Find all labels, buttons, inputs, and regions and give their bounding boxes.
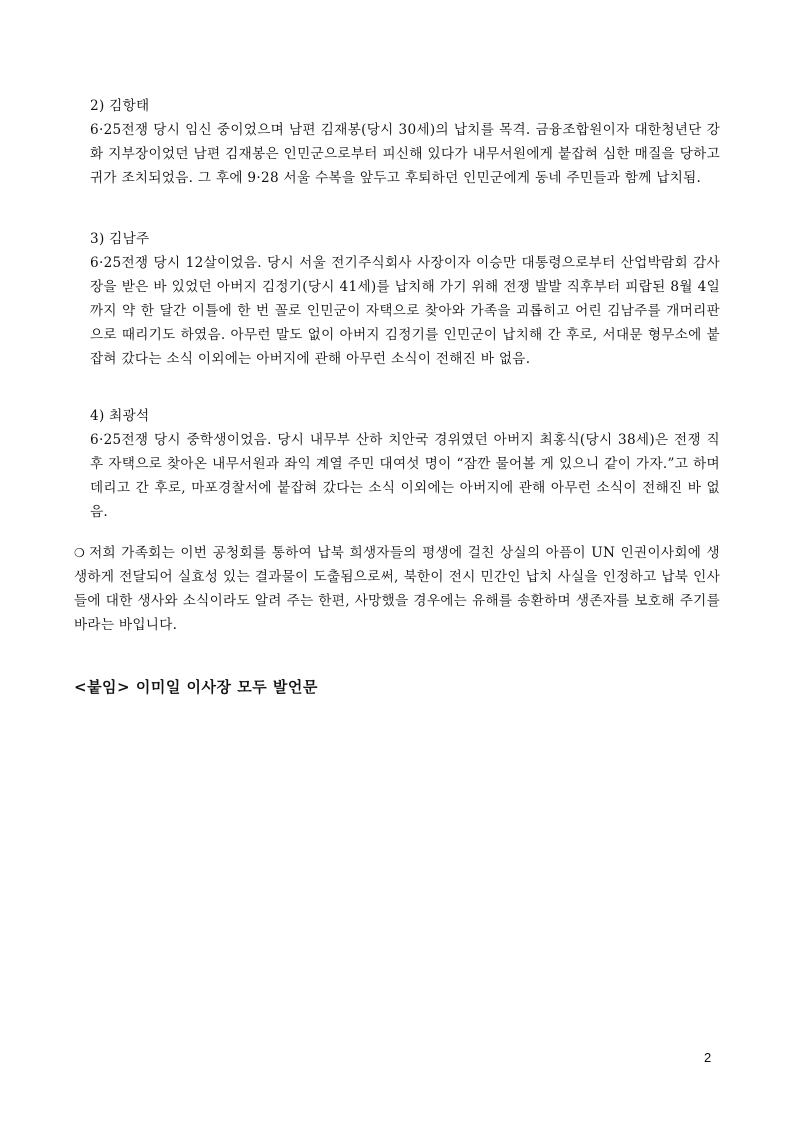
page-number: 2	[704, 1050, 712, 1065]
circle-bullet-icon: ❍	[74, 546, 86, 560]
closing-text: 저희 가족회는 이번 공청회를 통하여 납북 희생자들의 평생에 걸친 상실의 아픔이 UN 인권이사회에 생생하게 전달되어 실효성 있는 결과물이 도출됨으로써, 북한이 전시 민간인 납치 사실을 인정하고 납북 인사들에 대한 생사와 소식이라도 알려 주는 한편, 사망했을 경우에는 유해를 송환하며 생존자를 보호해 주기를 바라는 바입니다.	[74, 545, 720, 633]
entry-heading: 3) 김남주	[90, 231, 150, 247]
entry-text: 6·25전쟁 당시 중학생이었음. 당시 내무부 산하 치안국 경위였던 아버지 최홍식(당시 38세)은 전쟁 직후 자택으로 찾아온 내무서원과 좌익 계열 주민 대여섯 명이 “잠깐 물어볼 게 있으니 같이 가자.”고 하며 데리고 간 후로, 마포경찰서에 붙잡혀 갔다는 소식 이외에는 아버지에 관해 아무런 소식이 전해진 바 없음.	[90, 432, 720, 520]
testimony-entry-4	[90, 404, 720, 524]
entry-heading: 4) 최광석	[90, 408, 150, 424]
attachment-heading: <붙임> 이미일 이사장 모두 발언문	[74, 678, 318, 696]
entry-text: 6·25전쟁 당시 임신 중이었으며 남편 김재봉(당시 30세)의 납치를 목격. 금융조합원이자 대한청년단 강화 지부장이었던 남편 김재봉은 인민군으로부터 피신해 있다가 내무서원에게 붙잡혀 심한 매질을 당하고 귀가 조치되었음. 그 후에 9·28 서울 수복을 앞두고 후퇴하던 인민군에게 동네 주민들과 함께 납치됨.	[90, 122, 720, 186]
testimony-entry-2	[90, 94, 720, 190]
entry-heading: 2) 김항태	[90, 98, 150, 114]
entry-text: 6·25전쟁 당시 12살이었음. 당시 서울 전기주식회사 사장이자 이승만 대통령으로부터 산업박람회 감사장을 받은 바 있었던 아버지 김정기(당시 41세)를 납치해 가기 위해 전쟁 발발 직후부터 피랍된 8월 4일까지 약 한 달간 이틀에 한 번 꼴로 인민군이 자택으로 찾아와 가족을 괴롭히고 어린 김남주를 개머리판으로 때리기도 하였음. 아무런 말도 없이 아버지 김정기를 인민군이 납치해 간 후로, 서대문 형무소에 붙잡혀 갔다는 소식 이외에는 아버지에 관해 아무런 소식이 전해진 바 없음.	[90, 255, 720, 367]
testimony-entry-3	[90, 227, 720, 371]
closing-paragraph	[74, 541, 720, 637]
